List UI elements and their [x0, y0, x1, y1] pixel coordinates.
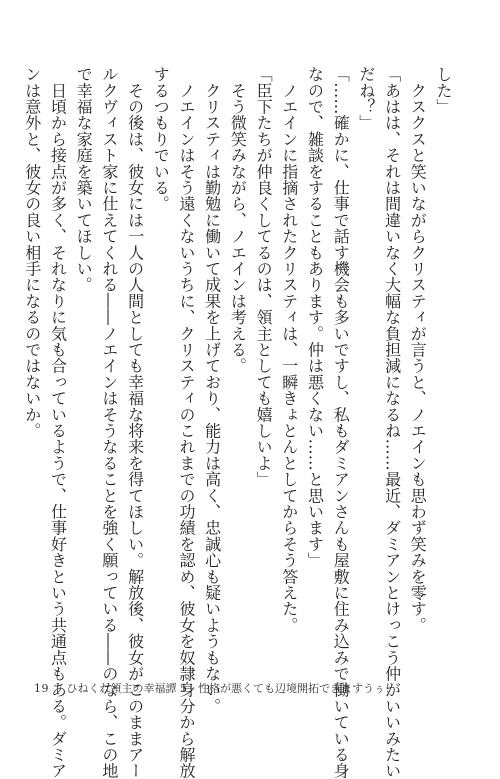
text-line: クリスティは勤勉に働いて成果を上げており、能力は高く、忠誠心も疑いようもない。	[202, 66, 222, 714]
text-line: ノエインはそう遠くないうちに、クリスティのこれまでの功績を認め、彼女を奴隷身分から解放	[176, 66, 196, 779]
text-line: ルクヴィスト家に仕えてくれる――ノエインはそうなることを強く願っている――のなら、この地	[99, 66, 119, 779]
text-line: 「臣下たちが仲良くしてるのは、領主としても嬉しいよ」	[254, 66, 274, 488]
page-number: 19	[34, 682, 49, 695]
text-line: 「……確かに、仕事で話す機会も多いですし、私もダミアンさんも屋敷に住み込みで働いている身	[331, 66, 351, 779]
text-line: そう微笑みながら、ノエインは考える。	[228, 66, 248, 374]
text-line: その後は、彼女には一人の人間としても幸福な将来を得てほしい。解放後、彼女がこのままアー	[125, 66, 145, 779]
text-line: だね？」	[356, 66, 376, 131]
text-line: 「あはは、それは間違いなく大幅な負担減になるね……最近、ダミアンとけっこう仲がいいみたい	[382, 66, 402, 779]
text-line: ノエインに指摘されたクリスティは、一瞬きょとんとしてからそう答えた。	[279, 66, 299, 633]
text-line: した」	[434, 66, 453, 115]
text-line: クスクスと笑いながらクリスティが言うと、ノエインも思わず笑みを零す。	[408, 66, 428, 633]
text-line: で幸福な家庭を築いてほしい。	[74, 66, 94, 293]
page-footer	[34, 680, 396, 696]
text-line: するつもりでいる。	[151, 66, 171, 212]
book-title: ひねくれ領主の幸福譚 5 性格が悪くても辺境開拓できますうぅ！	[66, 682, 396, 695]
text-line: ンは意外と、彼女の良い相手になるのではないか。	[22, 66, 42, 439]
text-line: なので、雑談をすることもあります。仲は悪くない……と思います」	[305, 66, 325, 569]
text-line: 日頃から接点が多く、それなりに気も合っているようで、仕事好きという共通点もある。ダミア	[48, 66, 68, 779]
